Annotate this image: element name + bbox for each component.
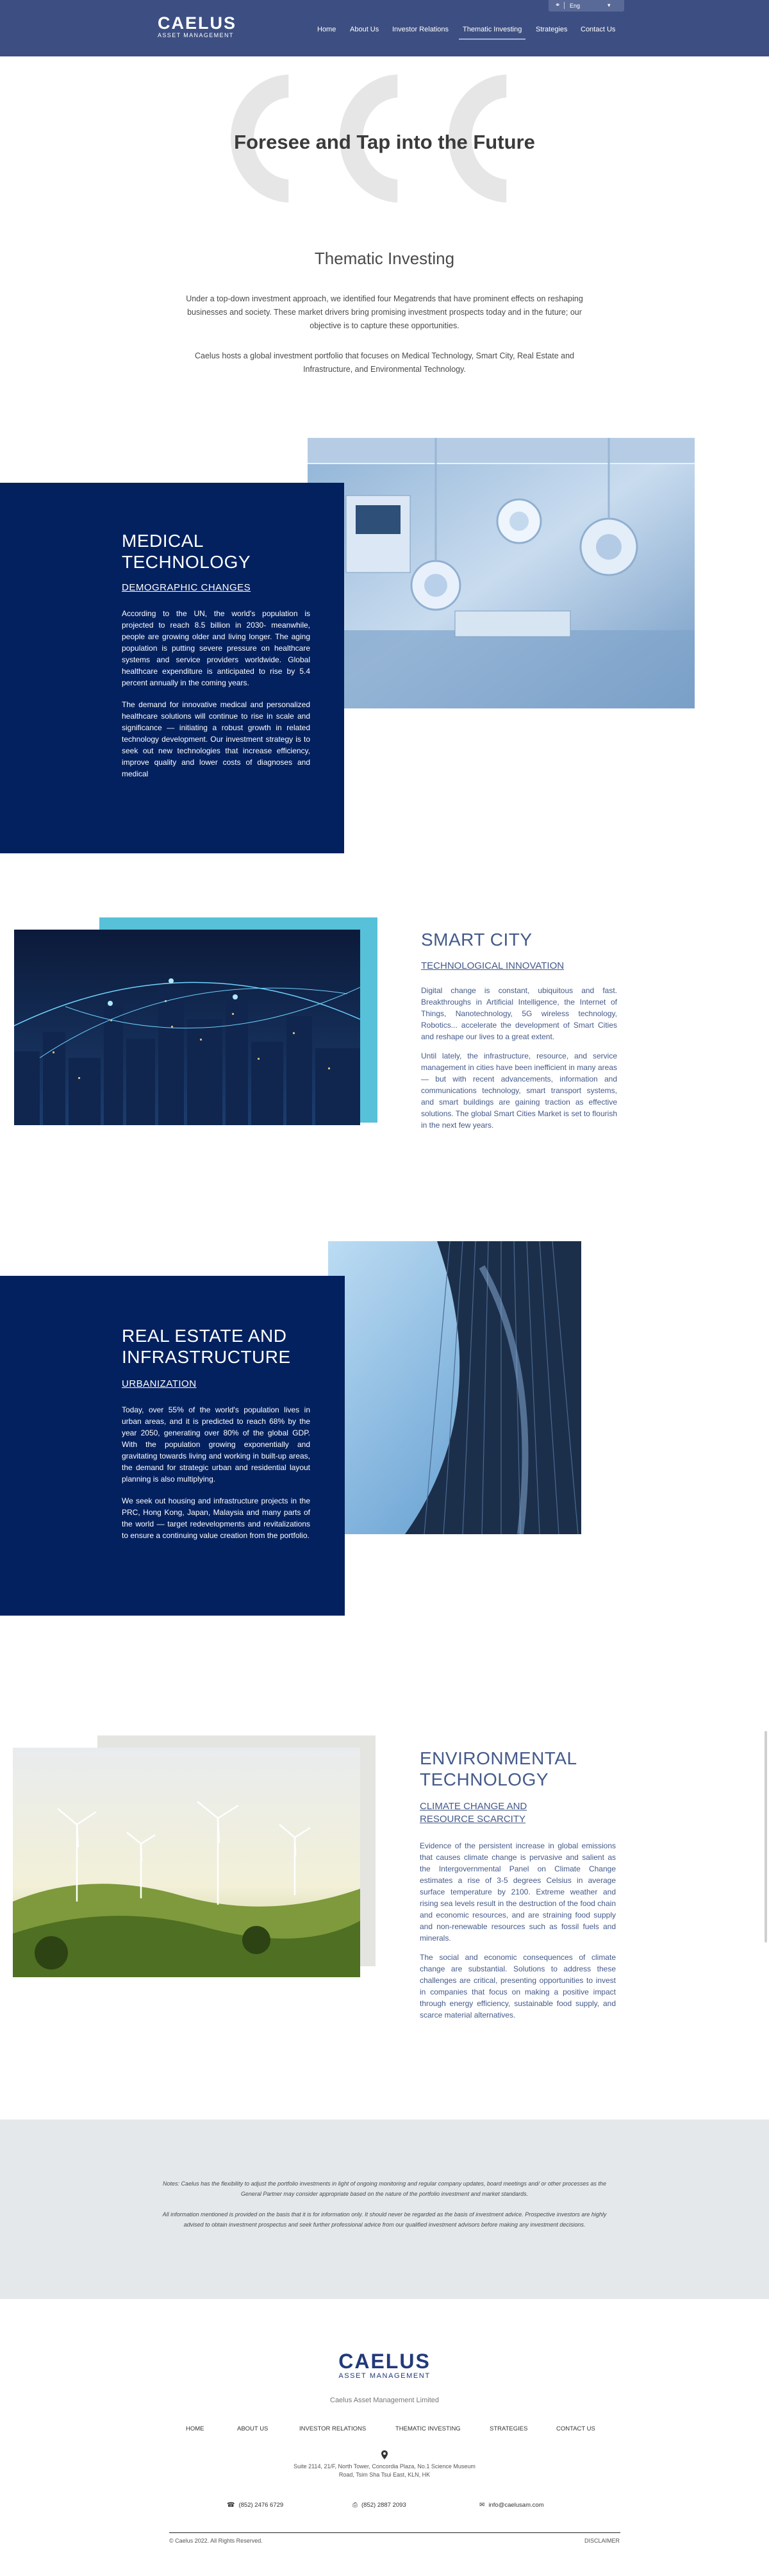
nav-investor-relations[interactable]: Investor Relations [392, 26, 449, 33]
logo-sub: ASSET MANAGEMENT [158, 32, 234, 38]
section-body [122, 608, 310, 800]
intro-paragraph: Caelus hosts a global investment portfolio that focuses on Medical Technology, Smart City, Real Estate and Infrastructure, and Environmental Technology. [195, 351, 574, 374]
nav-home[interactable]: Home [317, 26, 336, 33]
body-paragraph: The demand for innovative medical and personalized healthcare solutions will continue to rise in scale and significance — initiating a robust growth in related technology development. Our investment strategy is to seek out new technologies that increase efficiency, improve quality and lower costs of diagnoses and medical [122, 700, 310, 778]
environmental-technology-image [13, 1748, 360, 1977]
address-line: Suite 2114, 21/F, North Tower, Concordia Plaza, No.1 Science Museum [294, 2463, 475, 2470]
section-subtitle: URBANIZATION [122, 1378, 197, 1389]
chevron-down-icon: ▾ [608, 2, 611, 8]
section-subtitle: DEMOGRAPHIC CHANGES [122, 582, 251, 593]
nav-thematic-investing[interactable]: Thematic Investing [463, 26, 522, 33]
active-nav-indicator [459, 38, 525, 40]
intro-paragraph: Under a top-down investment approach, we identified four Megatrends that have prominent effects on reshaping businesses and society. These market drivers bring promising investment prospects today and in the future; our objective is to capture these opportunities. [186, 294, 583, 330]
divider [564, 2, 565, 9]
body-paragraph: Today, over 55% of the world's population lives in urban areas, and it is predicted to reach 68% by the year 2050, generating over 80% of the global GDP. With the population growing exponentially and gravitating towards living and working in built-up areas, the demand for strategic urban and residential layout planning is also multiplying. [122, 1405, 310, 1484]
medical-technology-image [308, 438, 695, 708]
body-paragraph: We seek out housing and infrastructure projects in the PRC, Hong Kong, Japan, Malaysia and many parts of the world — target redevelopments and revitalizations to ensure a continuing value creation from the portfolio. [122, 1496, 310, 1540]
footer-nav-home[interactable]: HOME [186, 2425, 204, 2432]
footer-logo[interactable] [0, 2350, 769, 2380]
phone-number: (852) 2476 6729 [238, 2502, 284, 2509]
body-paragraph: Digital change is constant, ubiquitous and fast. Breakthroughs in Artificial Intelligence, the Internet of Things, Nanotechnology, 5G wireless technology, Robotics... accelerate the development of Smart Cities and reshape our lives to a great extent. [421, 986, 617, 1041]
body-paragraph: Until lately, the infrastructure, resource, and service management in cities have been inefficient in many areas — but with recent advancements, information and communications technology, smart transport systems, and smart buildings are gaining traction as effective solutions. The global Smart Cities Market is set to flourish in the next few years. [421, 1051, 617, 1130]
section-body [421, 985, 617, 1139]
phone-icon: ☎ [227, 2502, 235, 2509]
nav-about-us[interactable]: About Us [350, 26, 379, 33]
footer-nav-strategies[interactable]: STRATEGIES [490, 2425, 528, 2432]
language-selector[interactable] [549, 0, 624, 12]
section-title: MEDICAL TECHNOLOGY [122, 531, 251, 572]
disclaimer-link[interactable]: DISCLAIMER [584, 2538, 620, 2544]
body-paragraph: The social and economic consequences of climate change are substantial. Solutions to address these challenges are critical, presenting opportunities to invest in companies that focus on making a positive impact through energy efficiency, sustainable food supply, and scarce material alternatives. [420, 1953, 616, 2020]
nav-contact-us[interactable]: Contact Us [581, 26, 616, 33]
fax-icon: ⎙ [352, 2502, 358, 2509]
email-address: info@caelusam.com [488, 2502, 544, 2509]
company-name: Caelus Asset Management Limited [330, 2396, 439, 2404]
footer-nav-investor-relations[interactable]: INVESTOR RELATIONS [299, 2425, 367, 2432]
address-line: Road, Tsim Sha Tsui East, KLN, HK [338, 2471, 431, 2478]
section-subtitle: CLIMATE CHANGE AND RESOURCE SCARCITY [420, 1801, 527, 1825]
notes-section [0, 2120, 769, 2299]
nav-strategies[interactable]: Strategies [536, 26, 568, 33]
notes-paragraph: Notes: Caelus has the flexibility to adjust the portfolio investments in light of ongoing monitoring and regular company updates, board meetings and/ or other processes as the General Partner may consider appropriate based on the nature of the portfolio investment and market standards. [163, 2180, 606, 2197]
smart-city-image [14, 930, 360, 1125]
section-title: Thematic Investing [314, 249, 455, 268]
section-title: ENVIRONMENTAL TECHNOLOGY [420, 1748, 577, 1789]
main-nav [0, 26, 769, 41]
location-pin-icon [381, 2450, 388, 2459]
language-label: Eng [570, 3, 581, 9]
section-subtitle: TECHNOLOGICAL INNOVATION [421, 960, 565, 971]
phone-contact[interactable] [227, 2502, 283, 2509]
fax-number: (852) 2887 2093 [361, 2502, 406, 2509]
scrollbar[interactable] [765, 1731, 767, 1943]
copyright: © Caelus 2022. All Rights Reserved. [169, 2538, 263, 2544]
mail-icon: ✉ [479, 2502, 485, 2509]
logo-main: CAELUS [338, 2350, 431, 2373]
section-title: SMART CITY [421, 930, 533, 949]
footer-nav-about-us[interactable]: ABOUT US [237, 2425, 269, 2432]
section-body [122, 1404, 310, 1551]
email-contact[interactable] [479, 2502, 544, 2509]
section-body [420, 1840, 616, 2028]
body-paragraph: According to the UN, the world's population is projected to reach 8.5 billion in 2030- meanwhile, people are growing older and living longer. The aging population is putting severe pressure on healthcare systems and service providers worldwide. Global healthcare expenditure is anticipated to rise by 5.4 percent annually in the coming years. [122, 609, 310, 687]
section-title: REAL ESTATE AND INFRASTRUCTURE [122, 1326, 291, 1367]
body-paragraph: Evidence of the persistent increase in global emissions that causes climate change is pervasive and salient as the Intergovernmental Panel on Climate Change estimates a rise of 3-5 degrees Celsius in average surface temperature by 2100. Extreme weather and rising sea levels result in the destruction of the food chain and economic resources, and are straining food supply and non-renewable resources such as fossil fuels and minerals. [420, 1841, 616, 1943]
globe-icon: ⚭ [555, 2, 561, 9]
fax-contact [352, 2502, 406, 2509]
notes-paragraph: All information mentioned is provided on the basis that it is for information only. It should never be regarded as the basis of investment advice. Prospective investors are highly advised to obtain investment prospectus and seek further professional advice from our qualified investment advisors before making any investment decisions. [162, 2211, 607, 2228]
address [0, 2463, 769, 2479]
footer-divider [169, 2532, 620, 2533]
logo-main: CAELUS [158, 13, 237, 33]
logo-sub: ASSET MANAGEMENT [338, 2372, 431, 2380]
site-header [0, 0, 769, 56]
footer-nav-thematic-investing[interactable]: THEMATIC INVESTING [395, 2425, 461, 2432]
real-estate-image [328, 1241, 581, 1534]
footer-nav-contact-us[interactable]: CONTACT US [556, 2425, 595, 2432]
hero-title: Foresee and Tap into the Future [234, 131, 535, 153]
